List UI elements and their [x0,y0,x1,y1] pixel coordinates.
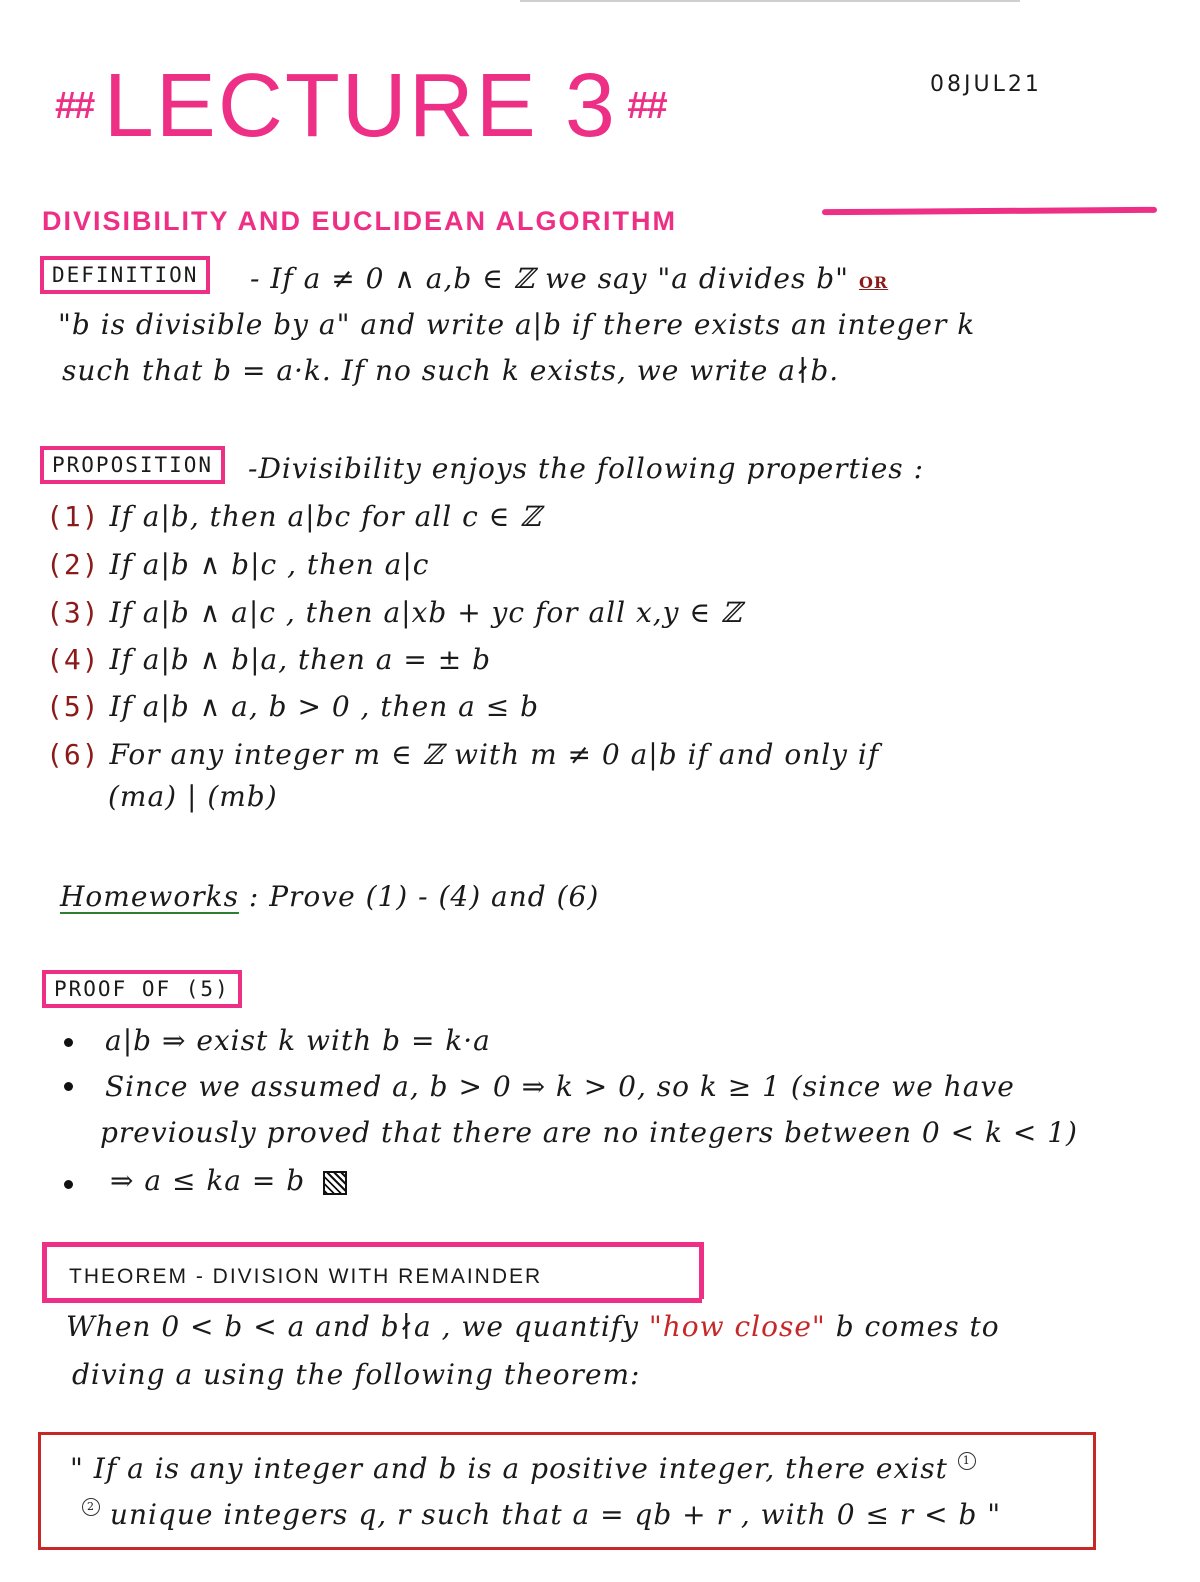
item-number: (2) [46,548,100,581]
bullet [64,1082,73,1091]
theorem-line-2: diving a using the following theorem: [72,1358,641,1391]
item-number: (1) [46,500,100,533]
theorem-statement-line-1 [70,1452,976,1485]
proposition-item-3 [46,596,742,629]
theorem-line-1-quote: "how close" [648,1310,826,1343]
proof-bullet-3 [110,1164,347,1197]
proposition-item-5 [46,690,539,723]
section-title: DIVISIBILITY AND EUCLIDEAN ALGORITHM [42,206,678,236]
homework-text: : Prove (1) - (4) and (6) [248,880,600,913]
homework-label: Homeworks [60,880,239,913]
theorem-box [42,1242,704,1299]
item-text: If a|b, then a|bc for all c ∈ ℤ [109,500,542,533]
circled-number-2: 2 [82,1498,100,1516]
proposition-item-1 [46,500,542,533]
item-number: (6) [46,738,100,771]
proof-bullet-2b: previously proved that there are no integers between 0 < k < 1) [100,1116,1078,1149]
title-hash-left: ## [55,85,94,127]
qed-square-icon [323,1171,347,1195]
proof-label: PROOF OF (5) [42,970,242,1008]
item-text: For any integer m ∈ ℤ with m ≠ 0 a|b if and only if [109,738,880,771]
item-text: If a|b ∧ a|c , then a|xb + yc for all x,y ∈ ℤ [109,596,743,629]
item-text: If a|b ∧ b|c , then a|c [109,548,430,581]
theorem-line-1-b: b comes to [835,1310,1000,1343]
bullet [64,1180,73,1189]
definition-or: OR [858,273,889,292]
top-edge-line [520,0,1020,2]
homework-line [60,880,599,913]
lecture-date: 08JUL21 [930,72,1042,97]
definition-line-3: such that b = a·k. If no such k exists, we write a∤b. [62,354,840,387]
proposition-intro: -Divisibility enjoys the following properties : [248,452,925,485]
proposition-label: PROPOSITION [40,446,225,484]
theorem-label: THEOREM - DIVISION WITH REMAINDER [69,1265,543,1288]
item-number: (5) [46,690,100,723]
title-hash-right: ## [627,85,666,127]
circled-number-1: 1 [958,1452,976,1470]
theorem-statement-line-1-text: " If a is any integer and b is a positive integer, there exist [70,1452,948,1485]
proposition-item-4 [46,643,491,676]
section-rule [822,207,1157,215]
title-text: LECTURE 3 [103,56,617,156]
theorem-statement-line-2 [82,1498,1001,1531]
proof-bullet-2a: Since we assumed a, b > 0 ⇒ k > 0, so k ≥ 1 (since we have [105,1070,1015,1103]
theorem-statement-box [38,1432,1096,1550]
item-text: If a|b ∧ a, b > 0 , then a ≤ b [109,690,540,723]
bullet [64,1038,73,1047]
definition-line-2: "b is divisible by a" and write a|b if there exists an integer k [58,308,976,341]
theorem-underline [42,1298,702,1303]
proof-bullet-3-text: ⇒ a ≤ ka = b [110,1164,306,1197]
definition-line-1 [250,262,888,295]
theorem-line-1-a: When 0 < b < a and b∤a , we quantify [66,1310,639,1343]
definition-label: DEFINITION [40,256,210,294]
theorem-statement-line-2-text: unique integers q, r such that a = qb + r , with 0 ≤ r < b " [109,1498,1002,1531]
proposition-item-2 [46,548,430,581]
item-number: (4) [46,643,100,676]
definition-line-1-text: - If a ≠ 0 ∧ a,b ∈ ℤ we say "a divides b" [250,262,850,295]
proof-bullet-1: a|b ⇒ exist k with b = k·a [105,1024,491,1057]
proposition-item-6-continued: (ma) | (mb) [108,780,278,813]
lecture-title [55,55,666,158]
item-number: (3) [46,596,100,629]
item-text: If a|b ∧ b|a, then a = ± b [109,643,492,676]
proposition-item-6 [46,738,879,771]
theorem-line-1 [66,1310,1000,1343]
